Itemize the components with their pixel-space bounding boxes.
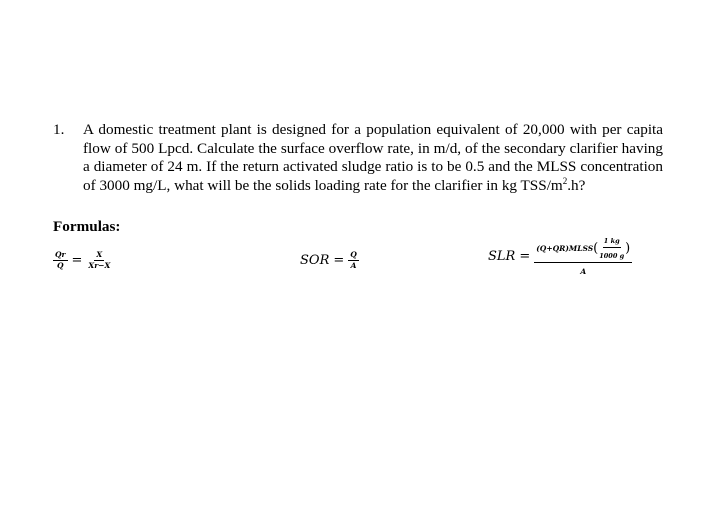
slr-conversion-numerator: 1 kg bbox=[603, 238, 621, 248]
slr-conversion-fraction bbox=[598, 238, 625, 260]
question-number: 1. bbox=[53, 121, 65, 138]
formula-sor bbox=[300, 251, 359, 271]
formula-recycle-ratio bbox=[53, 251, 112, 271]
question-text bbox=[83, 121, 663, 195]
formula-slr bbox=[488, 238, 632, 276]
slr-equals: = bbox=[519, 249, 531, 265]
sor-equals: = bbox=[333, 253, 345, 269]
ratio-rhs-fraction bbox=[86, 251, 112, 271]
slr-open-paren: ( bbox=[593, 240, 599, 256]
sor-lhs: SOR bbox=[300, 253, 330, 269]
slr-denominator: A bbox=[580, 266, 587, 276]
slr-conversion-denominator: 1000 g bbox=[599, 251, 625, 260]
formulas-heading: Formulas: bbox=[53, 218, 121, 235]
ratio-lhs-fraction bbox=[53, 251, 68, 271]
sor-numerator: Q bbox=[348, 251, 359, 261]
slr-close-paren: ) bbox=[625, 240, 631, 256]
ratio-lhs-denominator: Q bbox=[56, 261, 64, 271]
slr-numerator-main: (Q+QR)MLSS bbox=[536, 243, 594, 253]
question-1 bbox=[53, 121, 663, 195]
unit-exponent: 2 bbox=[562, 175, 568, 186]
sor-denominator: A bbox=[350, 261, 357, 271]
ratio-rhs-denominator: Xr−X bbox=[88, 261, 111, 271]
slr-fraction bbox=[534, 238, 632, 276]
ratio-equals: = bbox=[71, 253, 83, 269]
question-end: .h? bbox=[567, 176, 586, 194]
slr-lhs: SLR bbox=[488, 249, 516, 265]
ratio-rhs-numerator: X bbox=[94, 251, 104, 261]
question-body: A domestic treatment plant is designed for a population equivalent of 20,000 with per capita flow of 500 Lpcd. Calculate the surface overflow rate, in m/d, of the secondary clarifier having a diameter of 24 m. If the return activated sludge ratio is to be 0.5 and the MLSS concentration of 3000 mg/L, what will be the solids loading rate for the clarifier in kg TSS/m bbox=[83, 121, 663, 194]
slr-numerator bbox=[534, 238, 632, 263]
ratio-lhs-numerator: Qr bbox=[53, 251, 68, 261]
sor-fraction bbox=[348, 251, 359, 271]
